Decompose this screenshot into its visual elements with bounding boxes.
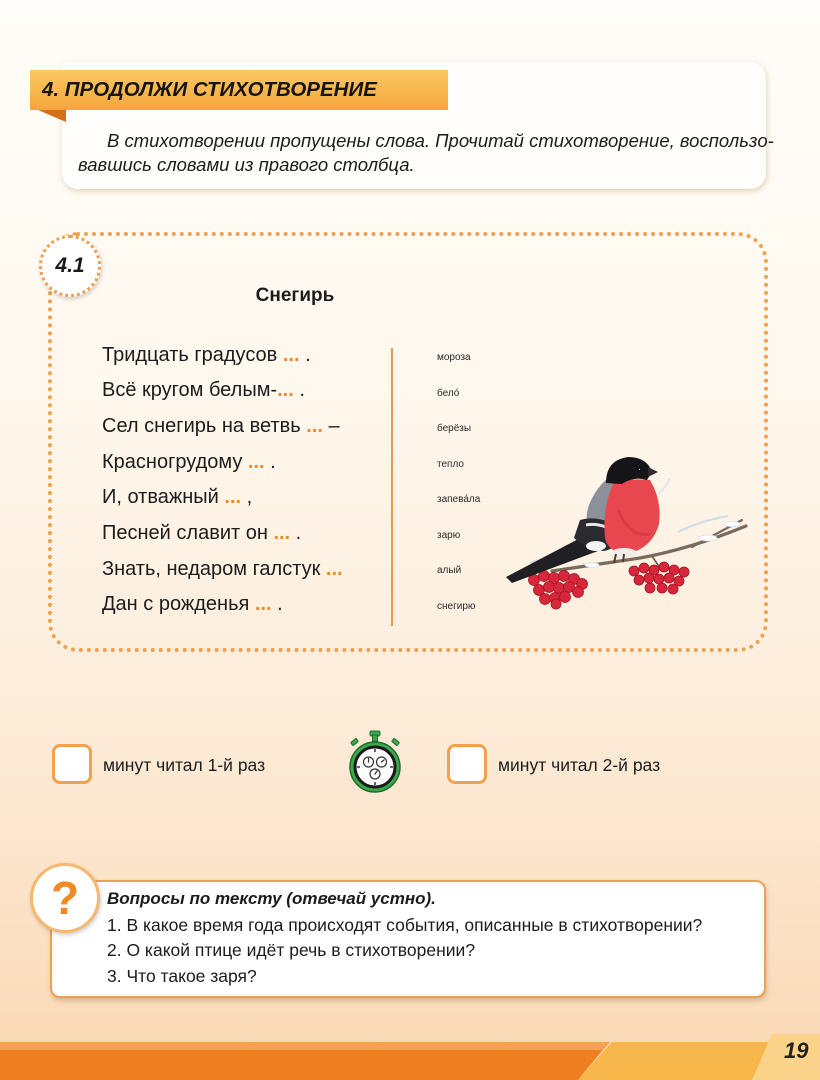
poem-line-ending: – [322, 415, 340, 437]
minutes-first-read-box[interactable] [52, 744, 92, 784]
berry [560, 592, 571, 603]
berry [654, 574, 664, 584]
poem-line-text: Знать, недаром галстук [102, 558, 326, 580]
snow-shadow [678, 516, 728, 532]
bird-rump [586, 541, 606, 551]
missing-word-gap: ... [254, 593, 272, 615]
question-mark-icon [30, 863, 100, 933]
berry [634, 575, 644, 585]
poem-title: Снегирь [255, 285, 335, 306]
page-number: 19 [784, 1038, 809, 1063]
poem-line-ending: . [264, 451, 276, 473]
bird-chest [604, 479, 659, 554]
snow [724, 521, 740, 526]
berry [551, 599, 561, 609]
missing-word-gap: ... [273, 522, 291, 544]
berry [629, 566, 639, 576]
word-bank-item: алый [437, 565, 462, 576]
word-bank-item: мороза [437, 352, 471, 363]
word-bank-item: зарю [437, 530, 461, 541]
poem-line [102, 450, 276, 474]
berry [659, 562, 669, 572]
poem-line-ending: . [293, 379, 305, 401]
poem-line-text: Красногрудому [102, 451, 248, 473]
missing-word-gap: ... [277, 379, 294, 401]
column-divider [391, 348, 393, 626]
minutes-second-read-box[interactable] [447, 744, 487, 784]
instruction-line: В стихотворении пропущены слова. Прочитай стихотворение, воспользо- [107, 130, 774, 151]
eye-highlight [639, 469, 640, 470]
poem-line [102, 485, 252, 509]
word-bank-item: берёзы [437, 423, 472, 434]
berry [679, 567, 689, 577]
poem-line [102, 414, 340, 438]
questions-heading: Вопросы по тексту (отвечай устно). [107, 889, 436, 908]
poem-line-text: Сел снегирь на ветвь [102, 415, 307, 437]
berry [559, 571, 570, 582]
berry [668, 584, 678, 594]
berry [644, 573, 654, 583]
question-item: 2. О какой птице идёт речь в стихотворении? [107, 940, 476, 960]
instruction-line: вавшись словами из правого столбца. [78, 154, 415, 175]
berry [645, 583, 655, 593]
berry [664, 573, 674, 583]
question-item: 1. В какое время года происходят события, описанные в стихотворении? [107, 915, 703, 935]
missing-word-gap: ... [306, 415, 323, 437]
poem-line-ending: . [299, 344, 311, 366]
berry-cluster-right [629, 562, 689, 594]
bird-beak [648, 467, 658, 477]
poem-line-text: Дан с рожденья [102, 593, 255, 615]
word-bank-item: снегирю [437, 601, 476, 612]
poem-line [102, 521, 301, 545]
snow [585, 563, 599, 567]
bullfinch-illustration [500, 450, 750, 610]
bird-eye [637, 468, 641, 472]
word-bank-item: тепло [437, 459, 464, 470]
berry-cluster-left [529, 571, 588, 610]
stopwatch-side-button [392, 738, 400, 746]
missing-word-gap: ... [224, 486, 242, 508]
poem-line-text: Тридцать градусов [102, 344, 283, 366]
stopwatch-face [355, 747, 395, 787]
title-band-fold [38, 110, 66, 122]
poem-line-text: Всё кругом белым- [102, 379, 278, 401]
missing-word-gap: ... [325, 558, 343, 580]
minutes-first-read-label: минут читал 1-й раз [103, 755, 266, 775]
task-number: 4.1 [55, 254, 85, 277]
poem-line [102, 378, 305, 402]
stopwatch-icon [345, 730, 405, 794]
berry [544, 582, 555, 593]
stopwatch-side-button [351, 738, 359, 746]
poem-line [102, 343, 311, 367]
snow [699, 535, 717, 541]
bird-leg [623, 554, 624, 562]
berry [573, 587, 584, 598]
berry [540, 594, 551, 605]
poem-line [102, 557, 343, 581]
word-bank-item: бело́ [437, 388, 460, 399]
task-number-badge [39, 235, 101, 297]
stopwatch-stem [373, 735, 378, 741]
poem-line-text: И, отважный [102, 486, 225, 508]
poem-line [102, 592, 283, 616]
poem-line-ending: , [241, 486, 253, 508]
question-mark-glyph: ? [50, 872, 80, 924]
minutes-second-read-label: минут читал 2-й раз [498, 755, 661, 775]
exercise-title: 4. ПРОДОЛЖИ СТИХОТВОРЕНИЕ [42, 78, 377, 101]
question-item: 3. Что такое заря? [107, 966, 257, 986]
footer-stripe-orange [0, 1050, 602, 1080]
footer-band [0, 1030, 820, 1080]
berry [657, 583, 667, 593]
poem-line-ending: . [271, 593, 283, 615]
missing-word-gap: ... [282, 344, 300, 366]
poem-line-ending: . [290, 522, 302, 544]
missing-word-gap: ... [247, 451, 265, 473]
berry [639, 563, 649, 573]
word-bank-item: запева́ла [437, 494, 481, 505]
footer-wedge [578, 1042, 770, 1080]
poem-line-text: Песней славит он [102, 522, 274, 544]
